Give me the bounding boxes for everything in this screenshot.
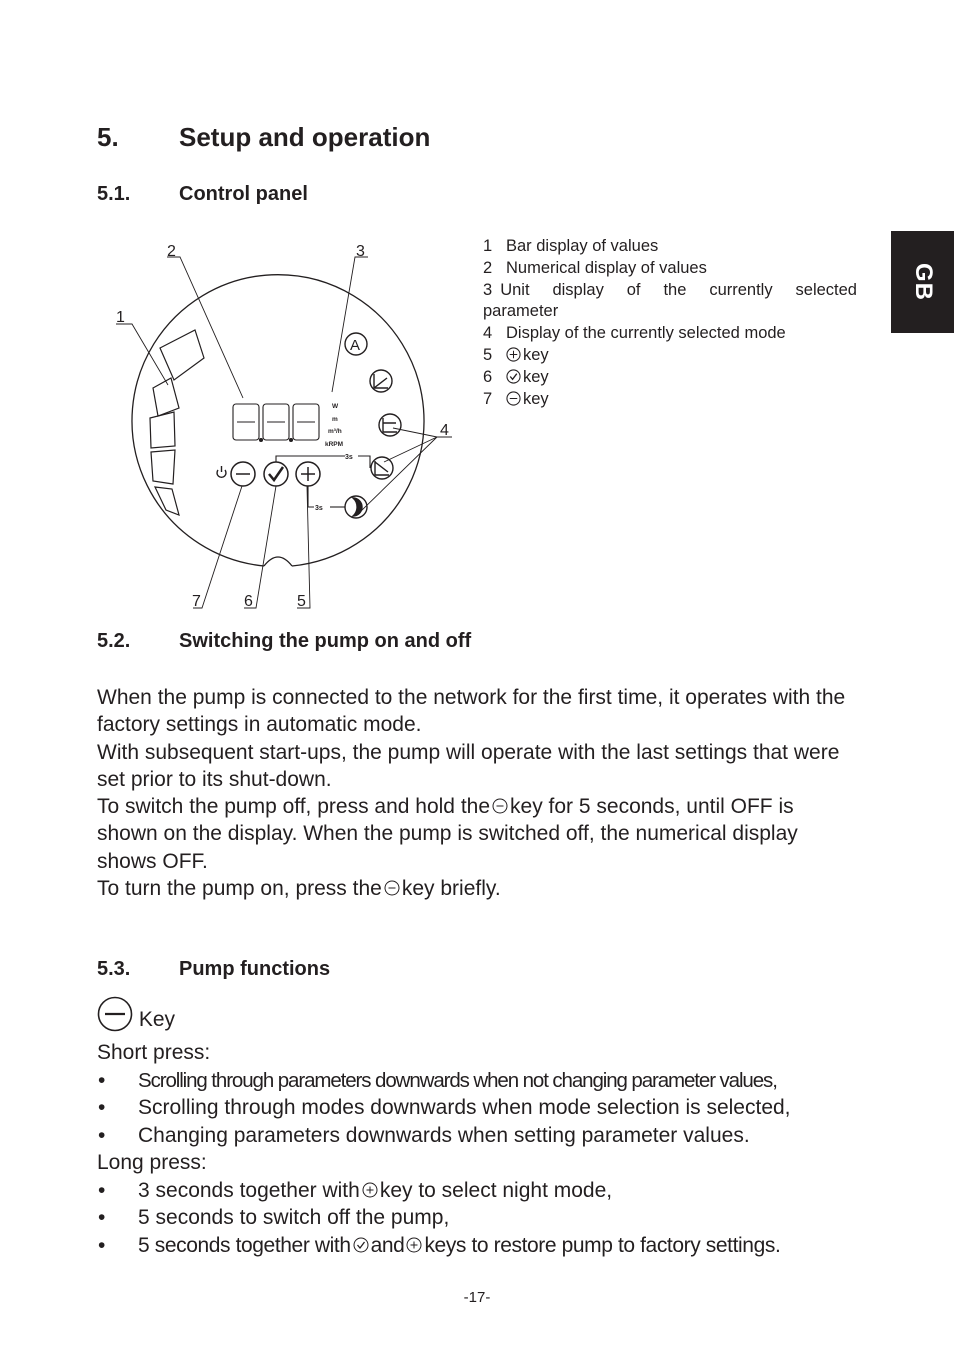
legend-number: 7 [483, 389, 493, 408]
short-press-label: Short press: [97, 1041, 211, 1064]
minus-key-heading [97, 996, 175, 1032]
legend-text: Display of the currently selected mode [506, 324, 786, 343]
numeric-display [233, 404, 319, 442]
plus-key-icon [362, 1182, 378, 1198]
list-item-text: Changing parameters downwards when setting parameter values. [138, 1123, 750, 1147]
list-item-text: keys to restore pump to factory settings. [424, 1233, 781, 1257]
legend-item [483, 280, 857, 302]
list-item [97, 1094, 867, 1122]
mode-proportional-icon [370, 370, 392, 392]
legend-item [483, 367, 857, 389]
bar-display [150, 330, 204, 515]
unit-flow: m³/h [328, 428, 342, 435]
language-tab [891, 231, 954, 333]
paragraph [97, 793, 857, 875]
legend-number: 5 [483, 345, 493, 364]
legend-number: 3 [483, 280, 493, 299]
subsection-title: Switching the pump on and off [179, 630, 472, 652]
mode-auto-letter: A [350, 337, 361, 354]
callout-5: 5 [297, 593, 306, 610]
unit-labels [325, 403, 343, 448]
plus-key-icon [406, 1237, 422, 1253]
page-number: -17- [463, 1289, 491, 1306]
mode-constant-icon [379, 414, 401, 436]
list-item [97, 1067, 867, 1095]
legend-number: 6 [483, 367, 493, 386]
legend-text: key [523, 389, 549, 408]
language-tab-label: GB [909, 263, 937, 301]
legend-item [483, 345, 857, 367]
callout-7: 7 [192, 593, 201, 610]
long-press-label: Long press: [97, 1151, 207, 1174]
paragraph-text: key briefly. [401, 877, 501, 901]
minus-key-icon [506, 391, 521, 406]
legend-item [483, 389, 857, 411]
functions-list [97, 1039, 867, 1259]
list-item-text: 5 seconds together with [138, 1233, 351, 1257]
legend-number: 4 [483, 324, 493, 343]
list-item-text: and [370, 1233, 405, 1257]
bullet: • [98, 1233, 105, 1257]
subsection-number: 5.3. [97, 958, 131, 980]
paragraph-text: To turn the pump on, press the [97, 877, 382, 901]
list-item [97, 1177, 867, 1205]
paragraph [97, 875, 857, 902]
legend-item [483, 236, 857, 258]
mode-curve-icon [371, 457, 393, 479]
mode-auto-icon [345, 333, 367, 355]
plus-key-icon [506, 347, 521, 362]
unit-krpm: kRPM [325, 441, 344, 448]
minus-key [231, 462, 255, 486]
check-key-icon [353, 1237, 369, 1253]
legend-text: Bar display of values [506, 237, 659, 255]
legend-text: key [523, 345, 549, 364]
legend-item [483, 323, 857, 345]
list-item-text: 5 seconds to switch off the pump, [138, 1206, 450, 1229]
legend-text: key [523, 367, 549, 386]
check-key [264, 462, 288, 486]
section-number: 5. [97, 122, 119, 152]
section-title: Setup and operation [179, 122, 431, 152]
control-panel-diagram [100, 235, 480, 615]
legend-text: Unit display of the currently selected [500, 280, 857, 299]
list-item [97, 1232, 867, 1260]
legend-item [483, 258, 857, 280]
plus-key [296, 462, 320, 486]
callout-3: 3 [356, 243, 365, 260]
minus-key-icon [97, 996, 133, 1032]
bullet: • [98, 1096, 106, 1119]
callout-4: 4 [440, 422, 449, 439]
paragraph: When the pump is connected to the network for the first time, it operates with the factory settings in automatic mode. [97, 686, 846, 737]
unit-metre: m [332, 416, 338, 423]
list-item-text: Scrolling through modes downwards when mode selection is selected, [138, 1096, 791, 1119]
check-key-icon [506, 369, 521, 384]
switching-body [97, 684, 857, 902]
figure-legend [483, 236, 857, 410]
bullet: • [98, 1178, 106, 1202]
subsection-number: 5.1. [97, 183, 131, 205]
paragraph-text: To switch the pump off, press and hold the [97, 795, 491, 819]
callout-1: 1 [116, 309, 125, 326]
list-item-text: Scrolling through parameters downwards when not changing parameter values, [138, 1068, 777, 1092]
legend-number: 2 [483, 258, 493, 277]
paragraph-text: key for 5 seconds, until OFF is shown on the display. When the pump is switched off, the numerical display shows OFF. [97, 795, 798, 873]
key-label: Key [138, 1008, 176, 1031]
list-item-text: 3 seconds together with [138, 1178, 360, 1202]
callout-6: 6 [244, 593, 253, 610]
list-item [97, 1204, 867, 1232]
callout-2: 2 [167, 243, 176, 260]
subsection-title: Control panel [179, 183, 308, 205]
panel-notch [264, 557, 292, 566]
bullet: • [98, 1206, 106, 1229]
list-item [97, 1122, 867, 1150]
bullet: • [98, 1123, 106, 1147]
list-item-text: key to select night mode, [379, 1178, 613, 1202]
power-icon [217, 466, 226, 477]
minus-key-icon [492, 798, 508, 814]
legend-text: Numerical display of values [506, 258, 707, 277]
paragraph: With subsequent start-ups, the pump will operate with the last settings that were set prior to its shut-down. [97, 740, 840, 791]
legend-number: 1 [483, 237, 493, 255]
legend-text: parameter [483, 302, 559, 321]
unit-watt: W [332, 403, 339, 410]
timer-label-night: 3s [315, 505, 323, 512]
legend-item-continuation [483, 301, 857, 323]
callout-lines [116, 257, 452, 608]
bullet: • [98, 1068, 106, 1092]
subsection-title: Pump functions [179, 958, 331, 980]
timer-label-mode: 3s [345, 454, 353, 461]
night-mode-icon [345, 496, 367, 518]
minus-key-icon [384, 880, 400, 896]
subsection-number: 5.2. [97, 630, 131, 652]
